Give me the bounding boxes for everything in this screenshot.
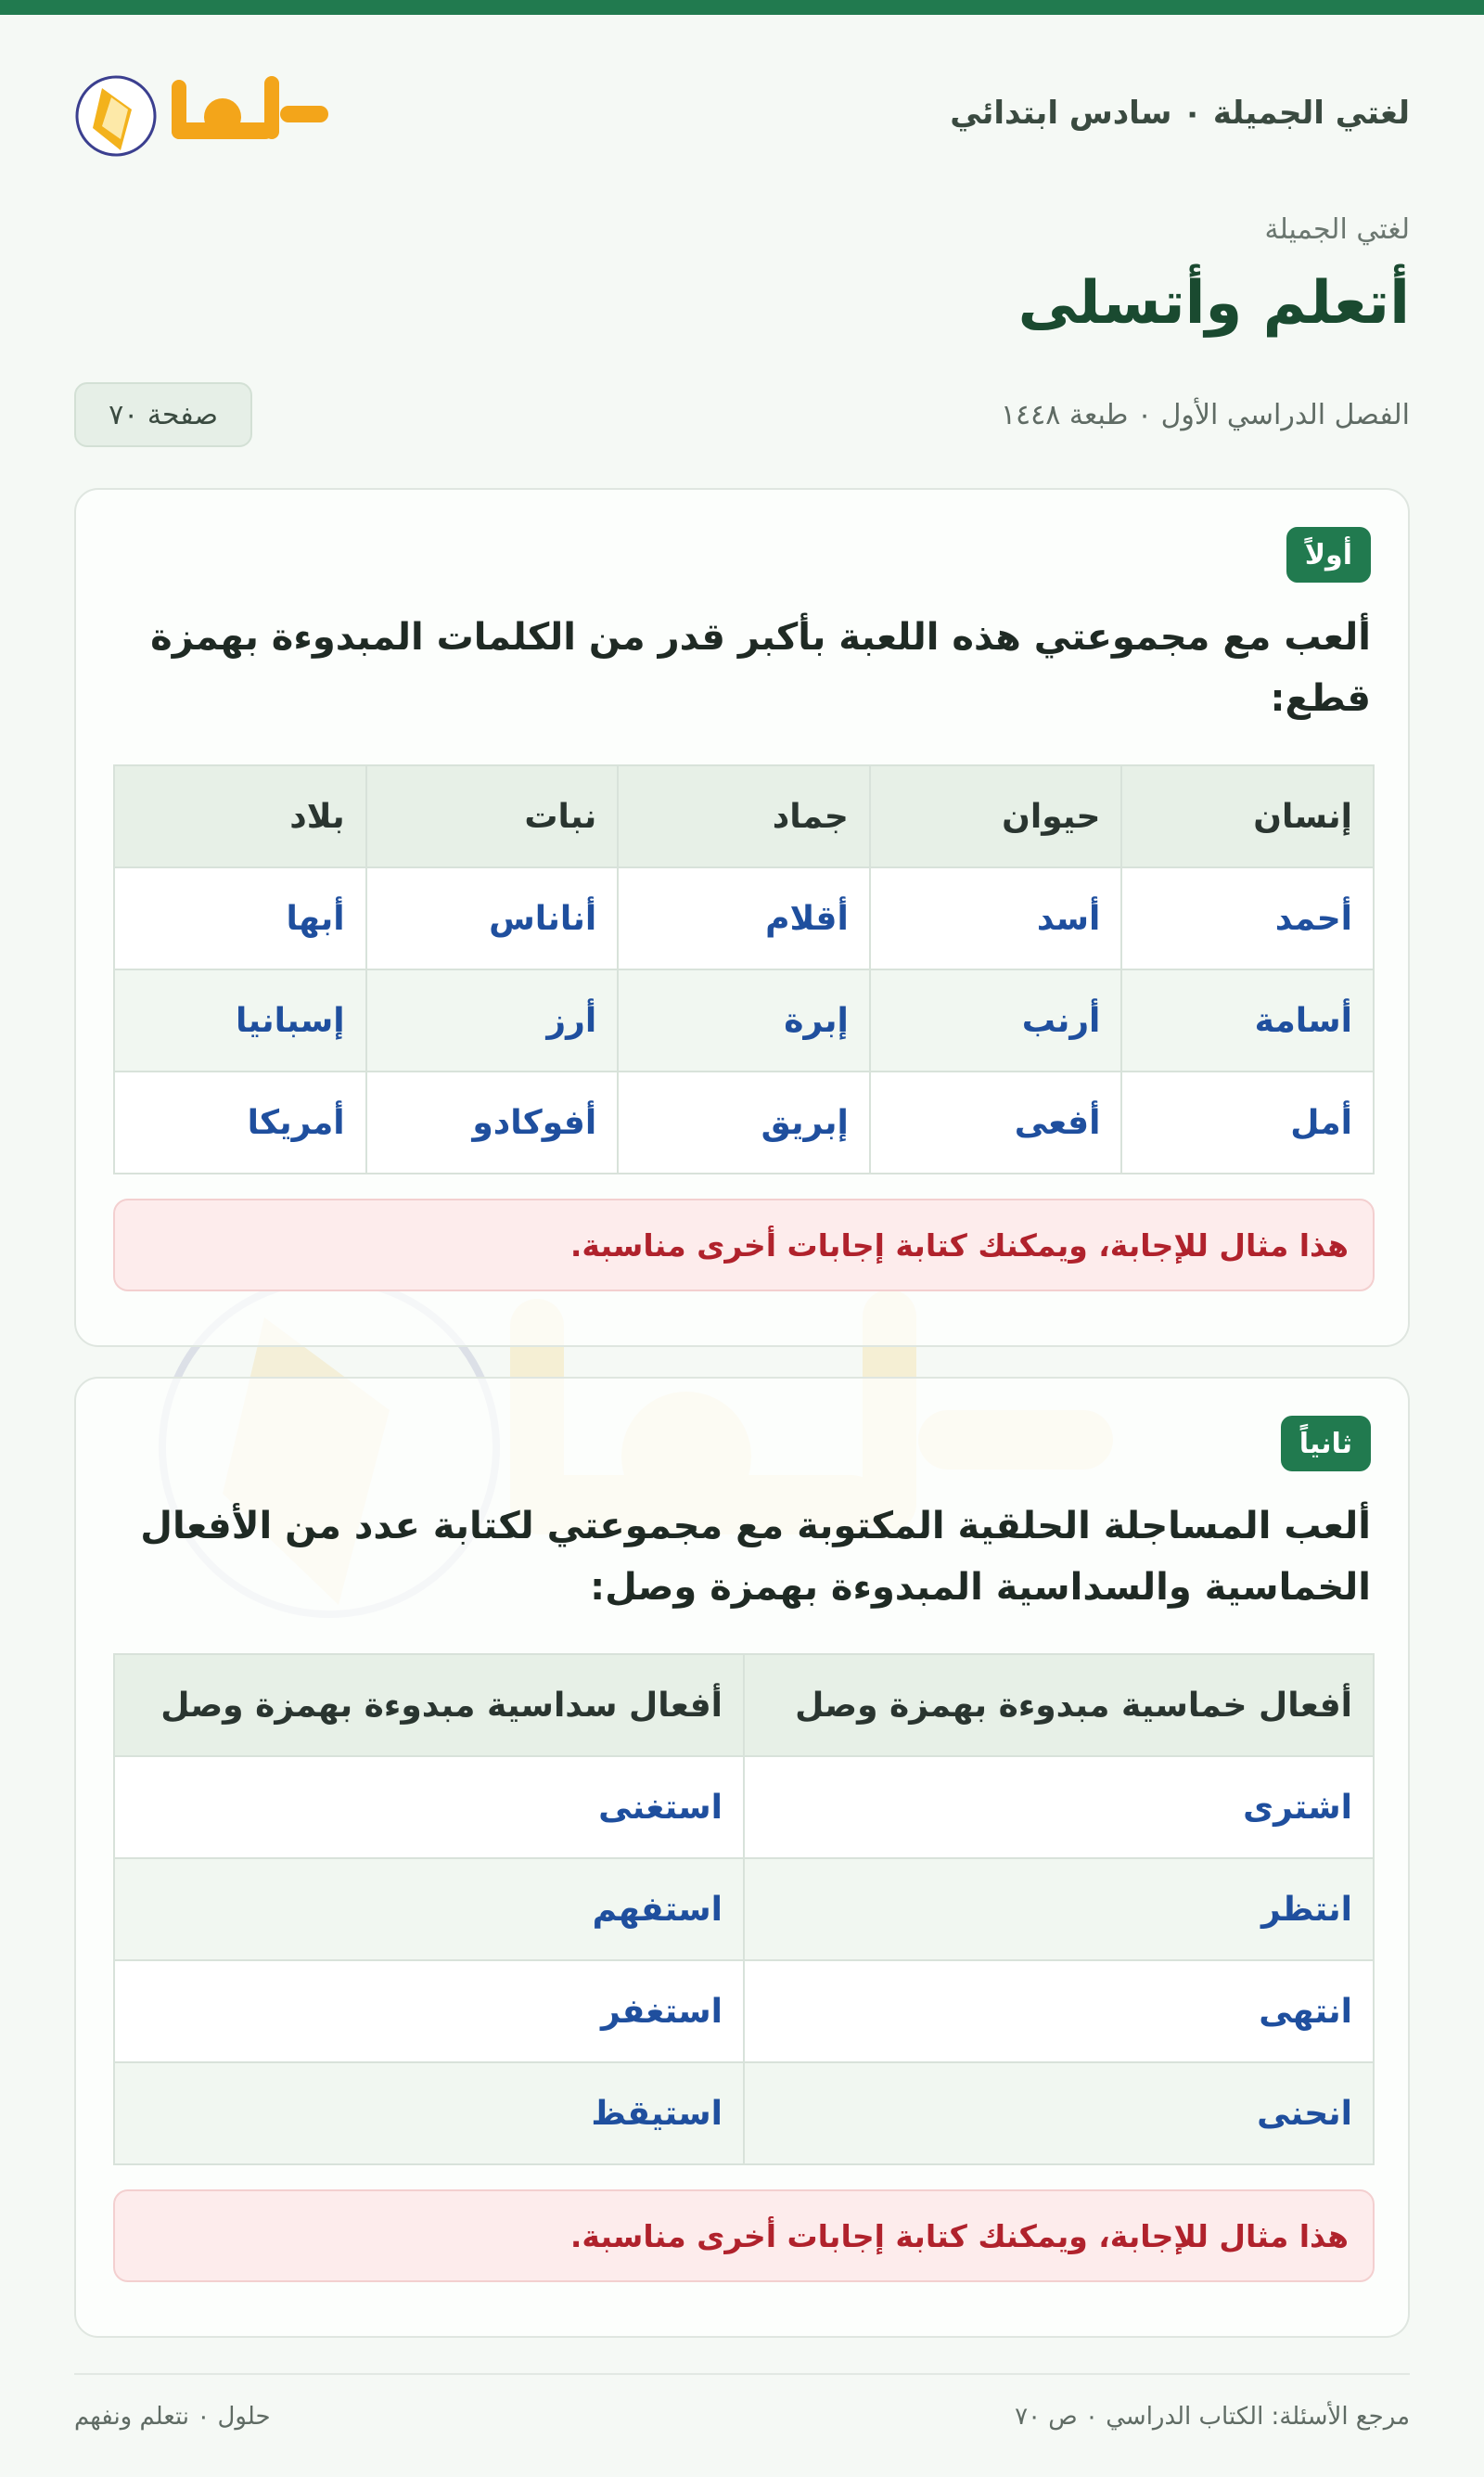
table-cell: أفوكادو bbox=[366, 1072, 619, 1174]
table-cell: أسامة bbox=[1121, 969, 1374, 1072]
table-header-row bbox=[114, 1654, 1374, 1756]
footer-reference: مرجع الأسئلة: الكتاب الدراسي ٠ ص ٧٠ bbox=[1015, 2403, 1410, 2431]
column-header: أفعال خماسية مبدوءة بهمزة وصل bbox=[744, 1654, 1374, 1756]
site-title: لغتي الجميلة ٠ سادس ابتدائي bbox=[950, 95, 1410, 132]
page-badge: صفحة ٧٠ bbox=[74, 382, 252, 447]
table-cell: أحمد bbox=[1121, 867, 1374, 969]
table-cell: استغنى bbox=[114, 1756, 744, 1858]
table-cell: أفعى bbox=[870, 1072, 1122, 1174]
page-header bbox=[74, 65, 1410, 167]
answer-note-1: هذا مثال للإجابة، ويمكنك كتابة إجابات أخرى مناسبة. bbox=[113, 1199, 1375, 1291]
table-cell: أقلام bbox=[618, 867, 870, 969]
subject-label: لغتي الجميلة bbox=[1264, 213, 1410, 246]
table-cell: أسد bbox=[870, 867, 1122, 969]
column-header: حيوان bbox=[870, 765, 1122, 867]
table-cell: أبها bbox=[114, 867, 366, 969]
verbs-table bbox=[113, 1653, 1375, 2165]
exercise-card-1 bbox=[74, 488, 1410, 1347]
question-2: ألعب المساجلة الحلقية المكتوبة مع مجموعتي لكتابة عدد من الأفعال الخماسية والسداسية المبدوءة بهمزة وصل: bbox=[140, 1505, 1371, 1609]
table-row bbox=[114, 1960, 1374, 2062]
hulul-logo bbox=[74, 65, 334, 167]
table-cell: أناناس bbox=[366, 867, 619, 969]
table-cell: استفهم bbox=[114, 1858, 744, 1960]
table-cell: انتظر bbox=[744, 1858, 1374, 1960]
word-game-table bbox=[113, 764, 1375, 1174]
table-cell: إسبانيا bbox=[114, 969, 366, 1072]
table-row bbox=[114, 867, 1374, 969]
column-header: أفعال سداسية مبدوءة بهمزة وصل bbox=[114, 1654, 744, 1756]
column-header: نبات bbox=[366, 765, 619, 867]
table-row bbox=[114, 1858, 1374, 1960]
column-header: إنسان bbox=[1121, 765, 1374, 867]
exercise-card-2 bbox=[74, 1377, 1410, 2338]
section-chip-2: ثانياً bbox=[1281, 1416, 1371, 1471]
table-row bbox=[114, 1072, 1374, 1174]
column-header: جماد bbox=[618, 765, 870, 867]
table-cell: أرز bbox=[366, 969, 619, 1072]
table-cell: إبرة bbox=[618, 969, 870, 1072]
edition-label: الفصل الدراسي الأول ٠ طبعة ١٤٤٨ bbox=[1000, 399, 1410, 431]
table-cell: أرنب bbox=[870, 969, 1122, 1072]
table-row bbox=[114, 1756, 1374, 1858]
table-cell: انتهى bbox=[744, 1960, 1374, 2062]
table-row bbox=[114, 2062, 1374, 2164]
table-cell: انحنى bbox=[744, 2062, 1374, 2164]
column-header: بلاد bbox=[114, 765, 366, 867]
table-cell: اشترى bbox=[744, 1756, 1374, 1858]
table-cell: أمريكا bbox=[114, 1072, 366, 1174]
answer-note-2: هذا مثال للإجابة، ويمكنك كتابة إجابات أخرى مناسبة. bbox=[113, 2189, 1375, 2282]
footer-divider bbox=[74, 2373, 1410, 2375]
table-cell: أمل bbox=[1121, 1072, 1374, 1174]
question-1: ألعب مع مجموعتي هذه اللعبة بأكبر قدر من الكلمات المبدوءة بهمزة قطع: bbox=[150, 616, 1371, 720]
table-cell: استغفر bbox=[114, 1960, 744, 2062]
section-chip-1: أولاً bbox=[1286, 527, 1371, 583]
table-cell: إبريق bbox=[618, 1072, 870, 1174]
table-row bbox=[114, 969, 1374, 1072]
table-cell: استيقظ bbox=[114, 2062, 744, 2164]
table-header-row bbox=[114, 765, 1374, 867]
footer-brand: حلول ٠ نتعلم ونفهم bbox=[74, 2403, 271, 2431]
lesson-title: أتعلم وأتسلى bbox=[1017, 269, 1410, 338]
top-accent-bar bbox=[0, 0, 1484, 15]
